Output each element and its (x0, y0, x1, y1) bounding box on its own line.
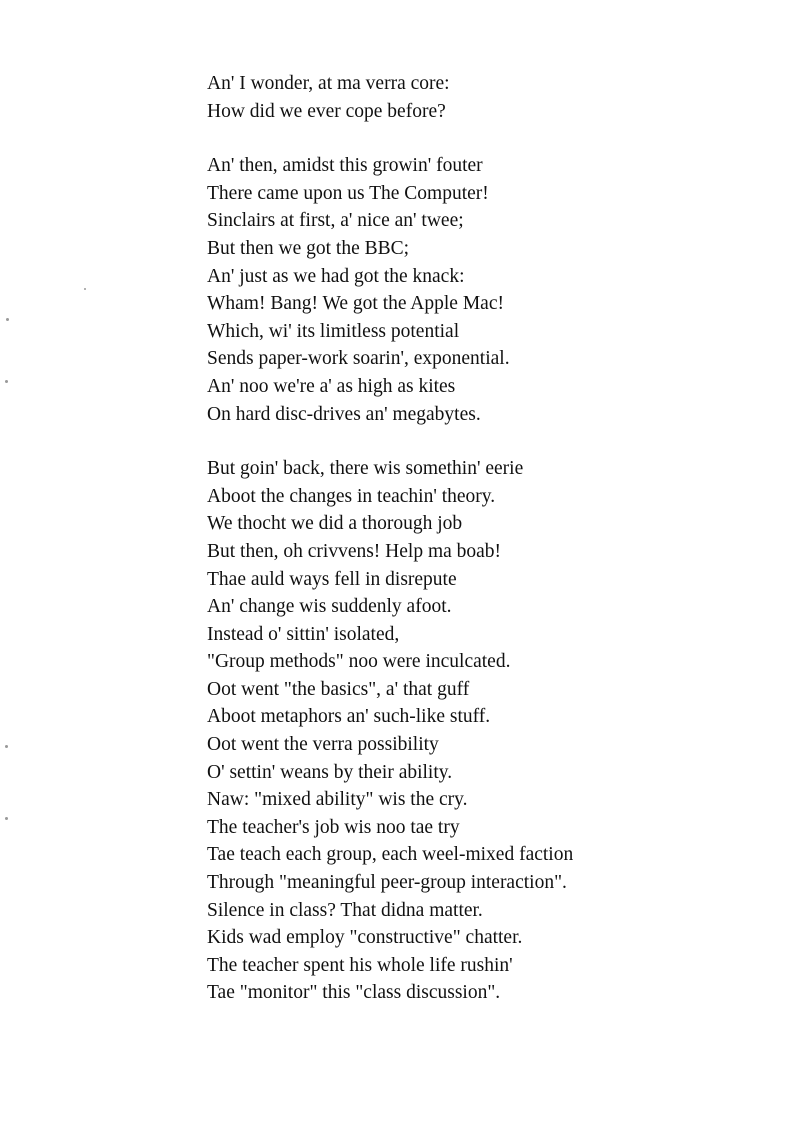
poem-line: But then we got the BBC; (207, 237, 410, 259)
poem-line: An' change wis suddenly afoot. (207, 596, 452, 618)
poem-line: Which, wi' its limitless potential (207, 320, 460, 342)
poem-line: But goin' back, there wis somethin' eerie (207, 458, 524, 480)
stanza-2 (207, 152, 573, 428)
poem-line: Through "meaningful peer-group interaction". (207, 872, 567, 894)
poem-line: An' just as we had got the knack: (207, 265, 465, 287)
poem-line: "Group methods" noo were inculcated. (207, 651, 511, 673)
scan-speck (5, 817, 8, 820)
poem-line: Kids wad employ "constructive" chatter. (207, 927, 523, 949)
scan-speck (6, 318, 9, 321)
poem-line: Tae teach each group, each weel-mixed faction (207, 844, 574, 866)
poem-line: How did we ever cope before? (207, 100, 446, 122)
poem-line: Oot went "the basics", a' that guff (207, 678, 470, 700)
poem-line: But then, oh crivvens! Help ma boab! (207, 540, 502, 562)
poem-line: Naw: "mixed ability" wis the cry. (207, 789, 468, 811)
poem-line: On hard disc-drives an' megabytes. (207, 403, 481, 425)
poem-line: There came upon us The Computer! (207, 182, 489, 204)
poem-line: An' noo we're a' as high as kites (207, 375, 456, 397)
poem-line: Oot went the verra possibility (207, 734, 439, 756)
poem-line: Sinclairs at first, a' nice an' twee; (207, 210, 464, 232)
poem-line: Aboot the changes in teachin' theory. (207, 485, 496, 507)
poem-line: Aboot metaphors an' such-like stuff. (207, 706, 491, 728)
poem-line: Silence in class? That didna matter. (207, 899, 483, 921)
poem-line: An' then, amidst this growin' fouter (207, 155, 483, 177)
poem-line: The teacher spent his whole life rushin' (207, 954, 513, 976)
poem-line: The teacher's job wis noo tae try (207, 816, 460, 838)
poem-line: Wham! Bang! We got the Apple Mac! (207, 293, 504, 315)
stanza-3 (207, 455, 573, 1007)
poem-line: An' I wonder, at ma verra core: (207, 73, 450, 94)
poem-line: Thae auld ways fell in disrepute (207, 568, 457, 590)
poem-line: Sends paper-work soarin', exponential. (207, 348, 510, 370)
poem-line: O' settin' weans by their ability. (207, 761, 453, 783)
scan-speck (5, 380, 8, 383)
scan-speck (5, 745, 8, 748)
stanza-1 (207, 70, 573, 125)
poem-text (207, 70, 573, 1034)
poem-line: We thocht we did a thorough job (207, 513, 463, 535)
poem-line: Tae "monitor" this "class discussion". (207, 982, 501, 1004)
scan-speck (84, 288, 86, 290)
poem-line: Instead o' sittin' isolated, (207, 623, 400, 645)
